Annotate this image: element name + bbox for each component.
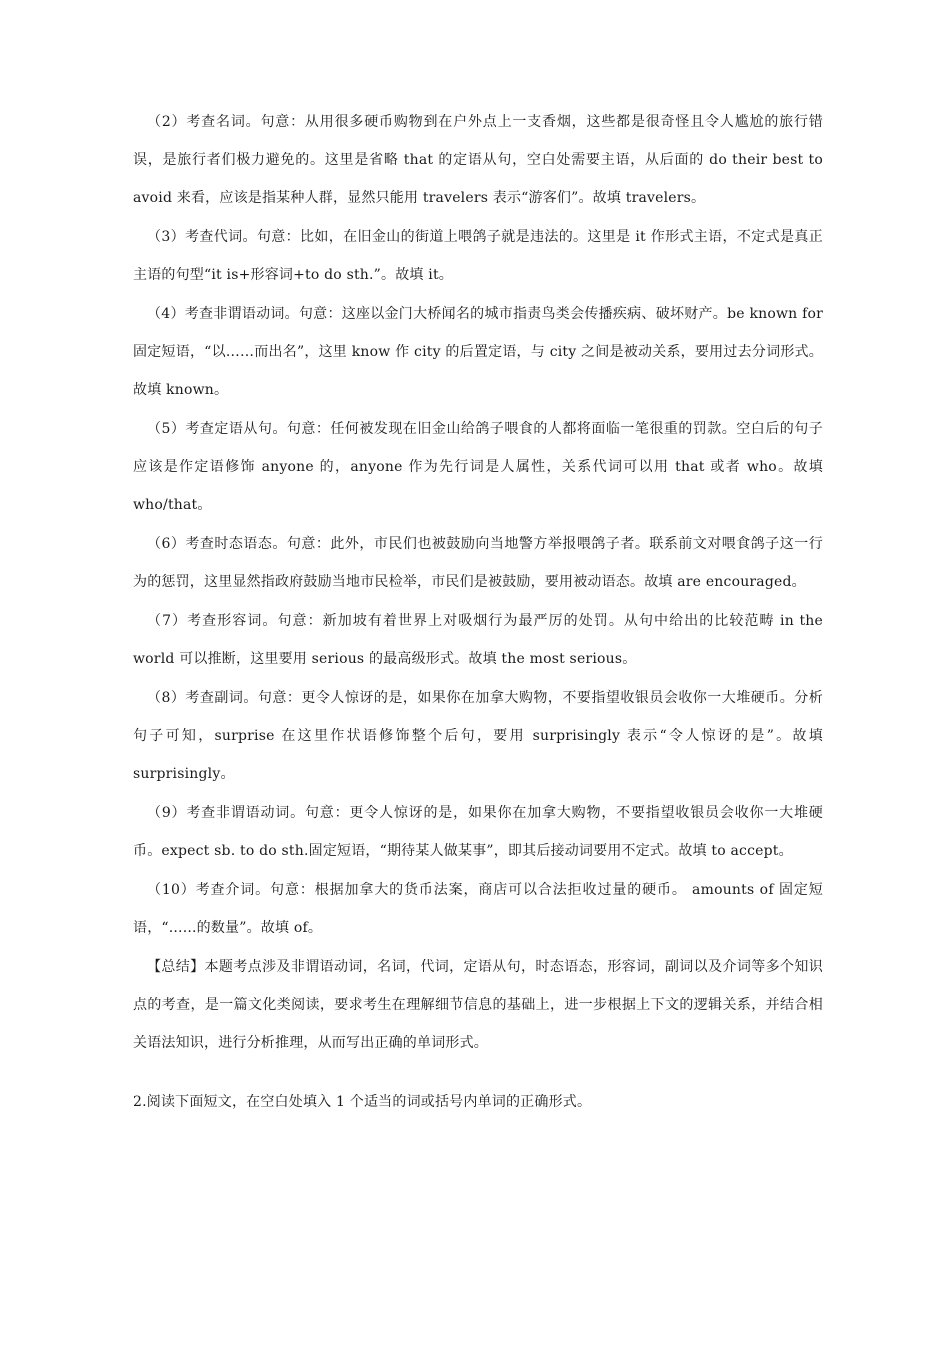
explanation-3: （3）考查代词。句意：比如，在旧金山的街道上喂鸽子就是违法的。这里是 it 作形式主语，不定式是真正主语的句型“it is+形容词+to do sth.”。故填 it。 (133, 229, 823, 283)
explanation-2: （2）考查名词。句意：从用很多硬币购物到在户外点上一支香烟，这些都是很奇怪且令人尴尬的旅行错误，是旅行者们极力避免的。这里是省略 that 的定语从句，空白处需要主语，从后面的 do their best to avoid 来看，应该是指某种人群，显然只能用 travelers 表示“游客们”。故填 travelers。 (133, 114, 823, 206)
summary-paragraph (133, 948, 823, 1062)
explanation-4: （4）考查非谓语动词。句意：这座以金门大桥闻名的城市指责鸟类会传播疾病、破坏财产。be known for 固定短语，“以……而出名”，这里 know 作 city 的后置定语，与 city 之间是被动关系，要用过去分词形式。故填 known。 (133, 306, 823, 398)
explanation-8: （8）考查副词。句意：更令人惊讶的是，如果你在加拿大购物，不要指望收银员会收你一大堆硬币。分析句子可知，surprise 在这里作状语修饰整个后句，要用 surprisingly 表示“令人惊讶的是”。故填 surprisingly。 (133, 690, 823, 782)
explanation-6: （6）考查时态语态。句意：此外，市民们也被鼓励向当地警方举报喂鸽子者。联系前文对喂食鸽子这一行为的惩罚，这里显然指政府鼓励当地市民检举，市民们是被鼓励，要用被动语态。故填 are encouraged。 (133, 536, 823, 590)
document-page (133, 103, 823, 1122)
explanation-9: （9）考查非谓语动词。句意：更令人惊讶的是，如果你在加拿大购物，不要指望收银员会收你一大堆硬币。expect sb. to do sth.固定短语，“期待某人做某事”，即其后接动词要用不定式。故填 to accept。 (133, 805, 823, 859)
explanation-5: （5）考查定语从句。句意：任何被发现在旧金山给鸽子喂食的人都将面临一笔很重的罚款。空白后的句子应该是作定语修饰 anyone 的，anyone 作为先行词是人属性，关系代词可以用 that 或者 who。故填 who/that。 (133, 421, 823, 513)
summary-text: 本题考点涉及非谓语动词，名词，代词，定语从句，时态语态，形容词，副词以及介词等多个知识点的考查，是一篇文化类阅读，要求考生在理解细节信息的基础上，进一步根据上下文的逻辑关系，并结合相关语法知识，进行分析推理，从而写出正确的单词形式。 (133, 959, 823, 1051)
summary-tag: 【总结】 (147, 959, 205, 975)
section-gap (133, 1063, 823, 1083)
next-question-heading: 2.阅读下面短文，在空白处填入 1 个适当的词或括号内单词的正确形式。 (133, 1094, 592, 1110)
explanation-10: （10）考查介词。句意：根据加拿大的货币法案，商店可以合法拒收过量的硬币。 amounts of 固定短语，“......的数量”。故填 of。 (133, 882, 823, 936)
explanation-7: （7）考查形容词。句意：新加坡有着世界上对吸烟行为最严厉的处罚。从句中给出的比较范畴 in the world 可以推断，这里要用 serious 的最高级形式。故填 the most serious。 (133, 613, 823, 667)
